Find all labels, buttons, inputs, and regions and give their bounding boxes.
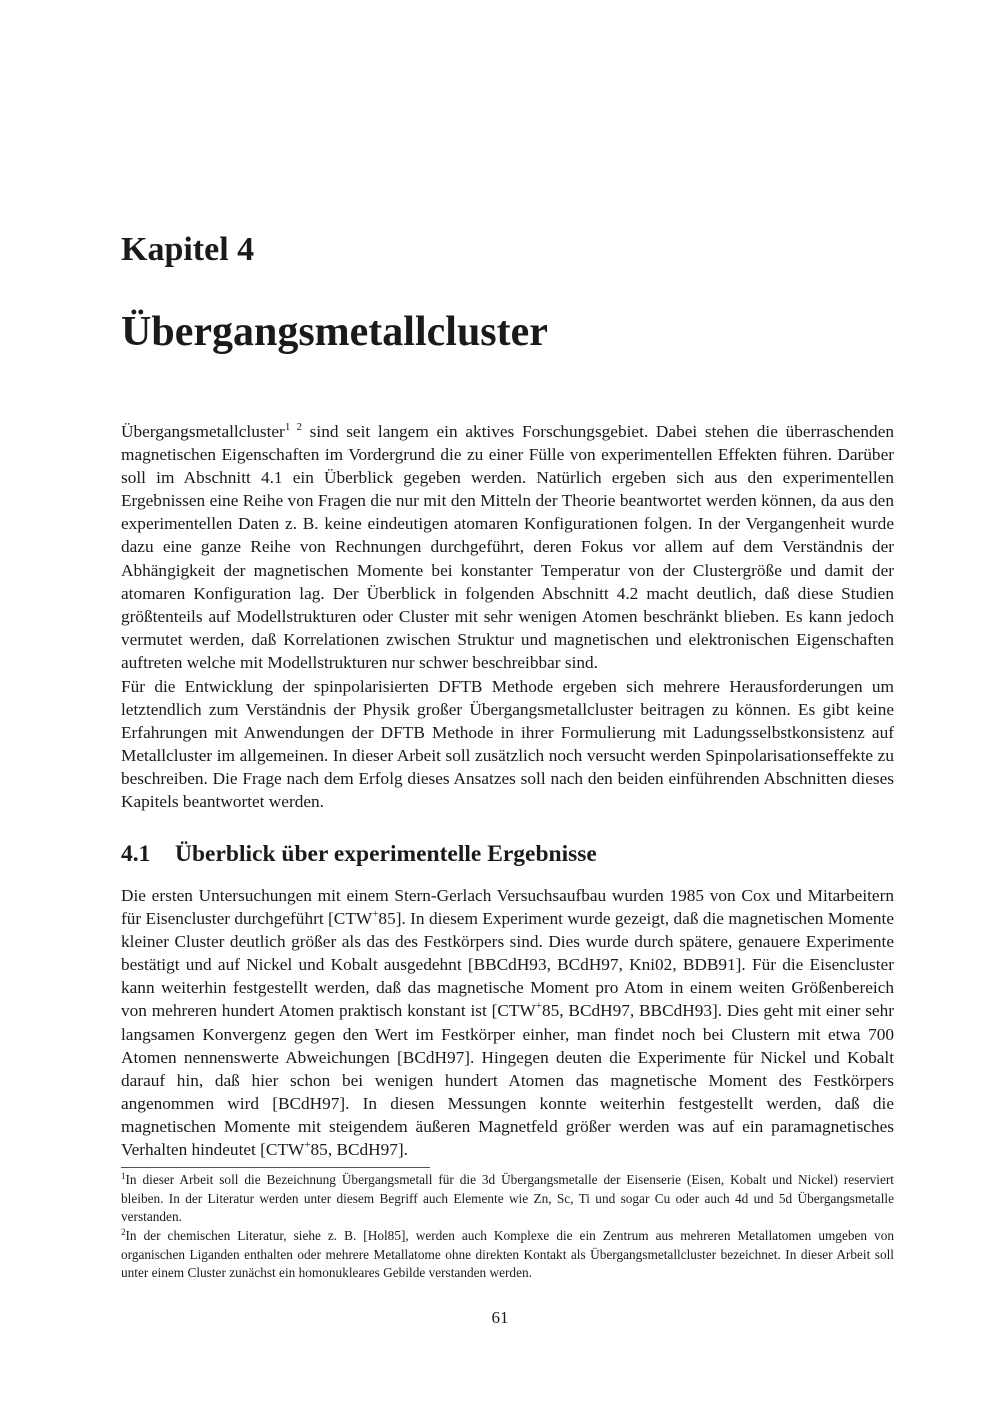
footnote-divider — [121, 1167, 430, 1168]
intro-paragraph-1-text: sind seit langem ein aktives Forschungsgebiet. Dabei stehen die überraschenden magnetischen Eigenschaften im Vordergrund die zu einer Fülle von experimentellen Effekten führen. Darüber soll im Abschnitt 4.1 ein Überblick gegeben werden. Natürlich ergeben sich aus den experimentellen Ergebnissen eine Reihe von Fragen die nur mit den Mitteln der Theorie beantwortet werden können, da aus den experimentellen Daten z. B. keine eindeutigen atomaren Konfigurationen folgen. In der Vergangenheit wurde dazu eine ganze Reihe von Rechnungen durchgeführt, deren Fokus vor allem auf dem Verständnis der Abhängigkeit der magnetischen Momente bei konstanter Temperatur von der Clustergröße und damit der atomaren Konfiguration lag. Der Überblick in folgenden Abschnitt 4.2 macht deutlich, daß diese Studien größtenteils auf Modellstrukturen oder Cluster mit sehr wenigen Atomen beschränkt blieben. Es kann jedoch vermutet werden, daß Korrelationen zwischen Struktur und magnetischen und elektronischen Eigenschaften auftreten welche mit Modellstrukturen nur schwer beschreibbar sind. — [121, 422, 895, 672]
citation-plus-mark: + — [535, 1000, 543, 1013]
citation-plus-mark: + — [372, 908, 379, 921]
section-paragraph — [121, 884, 894, 1161]
section-text-part-1: Die ersten Untersuchungen mit einem Stern-Gerlach Versuchsaufbau wurden 1985 von Cox und Mitarbeitern für Eisencluster durchgeführt [CTW — [121, 886, 894, 929]
footnote-1-mark: 1 — [121, 1171, 126, 1181]
page-number: 61 — [491, 1308, 509, 1327]
section-heading — [121, 838, 597, 870]
chapter-title: Übergangsmetallcluster — [121, 309, 548, 355]
footnote-marks[interactable]: 1 2 — [284, 421, 302, 433]
section-text-part-3: 85, BCdH97, BBCdH93]. Dies geht mit einer sehr langsamen Konvergenz gegen den Wert im Festkörper einher, man findet noch bei Clustern mit etwa 700 Atomen nennenswerte Abweichungen [BCdH97]. Hingegen deuten die Experimente für Nickel und Kobalt darauf hin, daß hier schon bei wenigen hundert Atomen das magnetische Moment des Festkörpers angenommen wird [BCdH97]. In diesen Messungen konnte weiterhin festgestellt werden, daß die magnetischen Momente mit steigendem äußeren Magnetfeld größer werden was auf ein paramagnetisches Verhalten hindeutet [CTW — [121, 1001, 894, 1160]
footnote-2-text: In der chemischen Literatur, siehe z. B. [Hol85], werden auch Komplexe die ein Zentrum aus mehreren Metallatomen umgeben von organischen Liganden enthalten oder mehrere Metallatome ohne direkten Kontakt als Übergangsmetallcluster bezeichnet. In dieser Arbeit soll unter einem Cluster zunächst ein homonukleares Gebilde verstanden werden. — [121, 1228, 894, 1281]
intro-paragraph-2: Für die Entwicklung der spinpolarisierten DFTB Methode ergeben sich mehrere Herausforderungen um letztendlich zum Verständnis der Physik großer Übergangsmetallcluster beitragen zu können. Es gibt keine Erfahrungen mit Anwendungen der DFTB Methode in ihrer Formulierung mit Ladungsselbstkonsistenz auf Metallcluster im allgemeinen. In dieser Arbeit soll zusätzlich noch versucht werden Spinpolarisationseffekte zu beschreiben. Die Frage nach dem Erfolg dieses Ansatzes soll nach den beiden einführenden Abschnitten dieses Kapitels beantwortet werden. — [121, 677, 894, 812]
chapter-label: Kapitel 4 — [121, 231, 255, 268]
section-text-part-2: 85]. In diesem Experiment wurde gezeigt, daß die magnetischen Momente kleiner Cluster deutlich größer als das des Festkörpers sind. Dies wurde durch spätere, genauere Experimente bestätigt und auf Nickel und Kobalt ausgedehnt [BBCdH93, BCdH97, Kni02, BDB91]. Für die Eisencluster kann weiterhin festgestellt werden, daß das magnetische Moment pro Atom in einem weiten Größenbereich von mehreren hundert Atomen praktisch konstant ist [CTW — [121, 909, 895, 1021]
footnote-1-text: In dieser Arbeit soll die Bezeichnung Übergangsmetall für die 3d Übergangsmetalle der Eisenserie (Eisen, Kobalt und Nickel) reserviert bleiben. In der Literatur werden unter diesem Begriff auch Elemente wie Zn, Sc, Ti und sogar Cu oder auch 4d und 5d Übergangsmetalle verstanden. — [121, 1172, 894, 1225]
intro-lead-word: Übergangsmetallcluster — [121, 422, 285, 441]
footnote-2 — [121, 1227, 894, 1283]
section-title: Überblick über experimentelle Ergebnisse — [175, 841, 597, 867]
footnote-1 — [121, 1171, 894, 1227]
citation-plus-mark: + — [304, 1139, 311, 1152]
intro-paragraph-1 — [121, 420, 894, 674]
section-text-part-4: 85, BCdH97]. — [310, 1140, 408, 1160]
section-number: 4.1 — [121, 841, 151, 867]
footnote-2-mark: 2 — [121, 1227, 126, 1237]
